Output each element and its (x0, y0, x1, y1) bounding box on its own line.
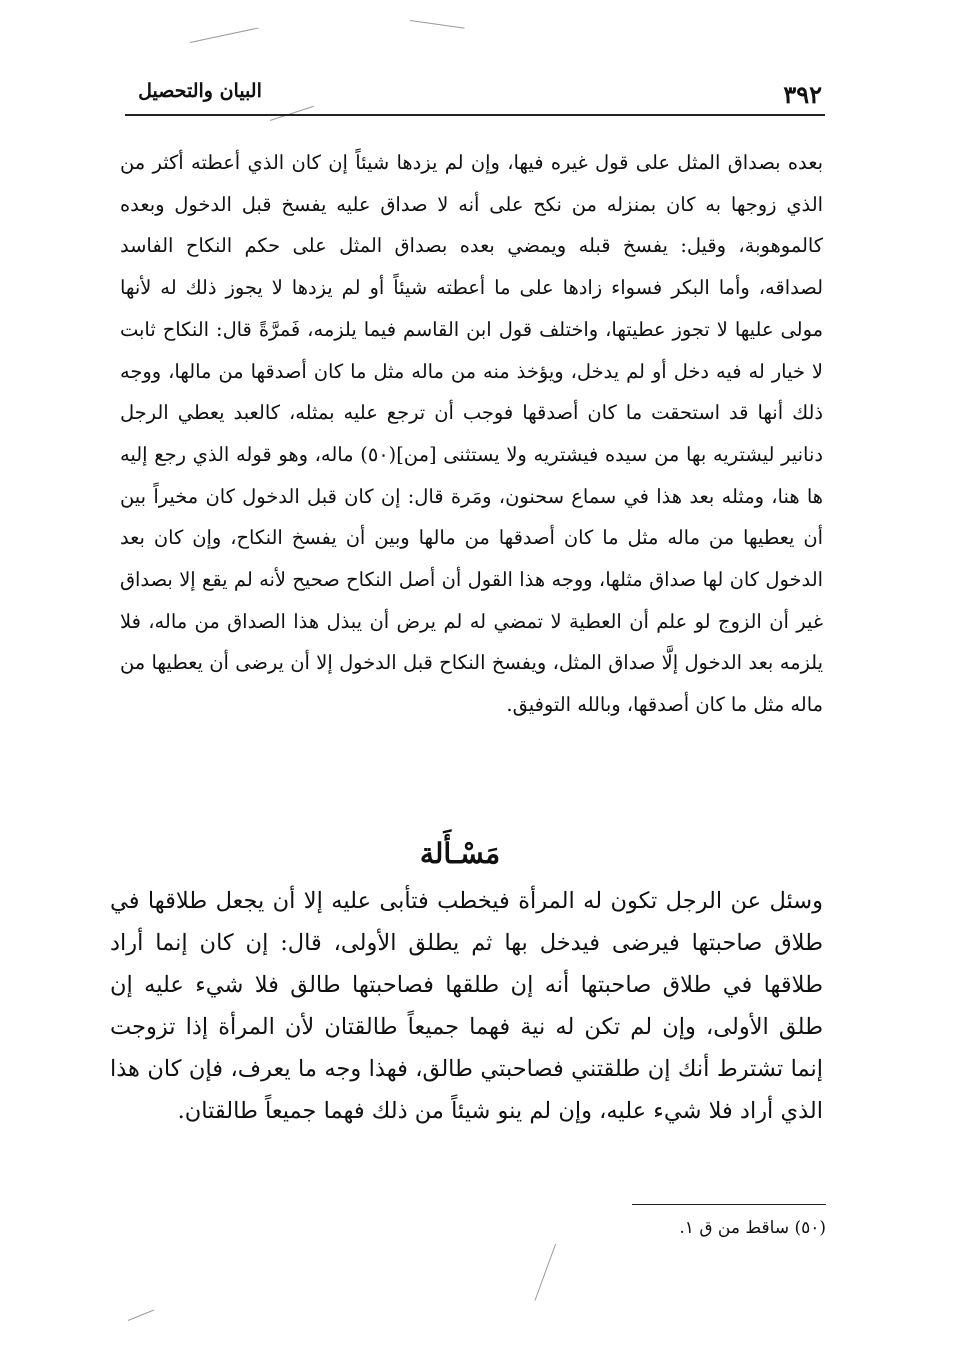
footnote-divider (632, 1204, 826, 1205)
section-heading: مَسْـأَلة (419, 837, 501, 870)
question-paragraph: وسئل عن الرجل تكون له المرأة فيخطب فتأبى عليه إلا أن يجعل طلاقها في طلاق صاحبتها فيرضى فيدخل بها ثم يطلق الأولى، قال: إن كان إنما أراد طلاقها في طلاق صاحبتها أنه إن طلقها فصاحبتها طالق فلا شيء عليه إن طلق الأولى، وإن لم تكن له نية فهما جميعاً طالقتان لأن المرأة إذا تزوجت إنما تشترط أنك إن طلقتني فصاحبتي طالق، فهذا وجه ما يعرف، فإن كان هذا الذي أراد فلا شيء عليه، وإن لم ينو شيئاً من ذلك فهما جميعاً طالقتان. (110, 888, 823, 1124)
footnote: (٥٠) ساقط من ق ١. (679, 1218, 826, 1238)
header-divider (125, 114, 825, 116)
scan-mark (128, 1310, 154, 1321)
running-title: البيان والتحصيل (138, 80, 262, 102)
scan-mark (190, 27, 259, 43)
scan-mark (535, 1244, 556, 1301)
main-text-block (120, 142, 823, 726)
page-number: ٣٩٢ (783, 80, 822, 109)
body-paragraph: بعده بصداق المثل على قول غيره فيها، وإن لم يزدها شيئاً إن كان الذي أعطته أكثر من الذي زوجها به كان بمنزله من نكح على أنه لا صداق عليه يفسخ قبل الدخول وبعده كالموهوبة، وقيل: يفسخ قبله ويمضي بعده بصداق المثل على حكم النكاح الفاسد لصداقه، وأما البكر فسواء زادها على ما أعطته شيئاً أو لم يزدها لا يجوز ذلك له لأنها مولى عليها لا تجوز عطيتها، واختلف قول ابن القاسم فيما يلزمه، فَمرَّةً قال: النكاح ثابت لا خيار له فيه دخل أو لم يدخل، ويؤخذ منه من ماله مثل ما كان أصدقها من مالها، ووجه ذلك أنها قد استحقت ما كان أصدقها فوجب أن ترجع عليه بمثله، كالعبد يعطي الرجل دنانير ليشتريه بها من سيده فيشتريه ولا يستثنى [من](٥٠) ماله، وهو قوله الذي رجع إليه ها هنا، ومثله بعد هذا في سماع سحنون، ومَرة قال: إن كان قبل الدخول كان مخيراً بين أن يعطيها من ماله مثل ما كان أصدقها من مالها وبين أن يفسخ النكاح، وإن كان بعد الدخول كان لها صداق مثلها، ووجه هذا القول أن أصل النكاح صحيح لأنه لم يقع إلا بصداق غير أن الزوج لو علم أن العطية لا تمضي له لم يرض أن يبذل هذا الصداق من ماله، فلا يلزمه بعد الدخول إلَّا صداق المثل، ويفسخ النكاح قبل الدخول إلا أن يرضى أن يعطيها من ماله مثل ما كان أصدقها، وبالله التوفيق. (120, 151, 823, 717)
scan-mark (410, 20, 465, 29)
question-text-block (110, 880, 823, 1132)
